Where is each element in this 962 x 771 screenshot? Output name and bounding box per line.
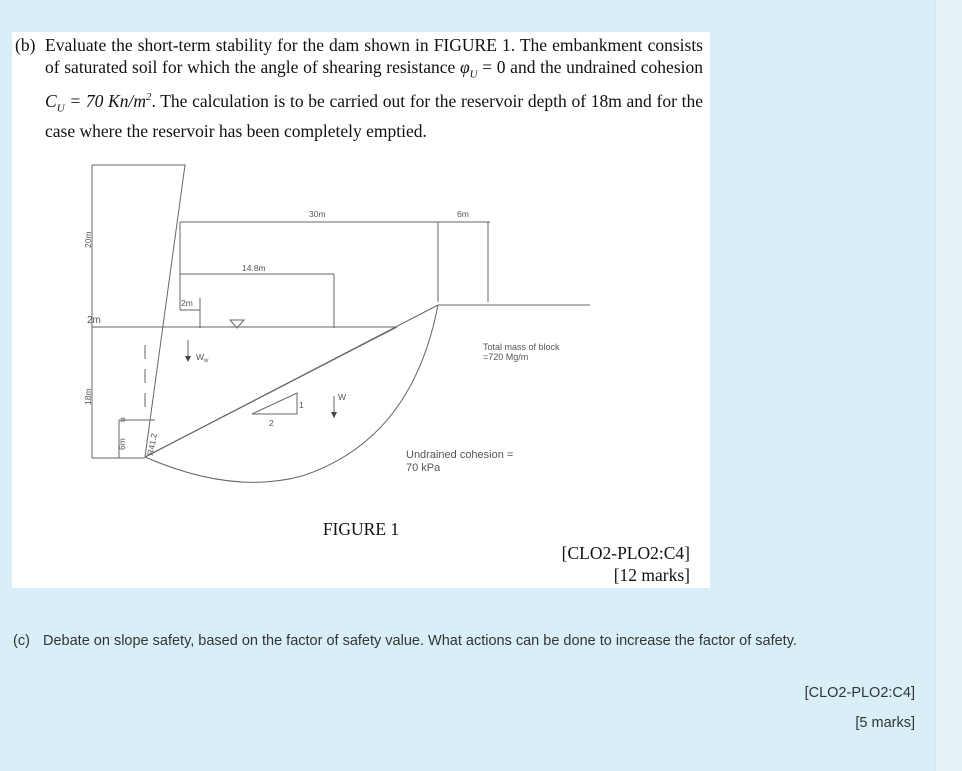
question-b-marks [562, 542, 690, 586]
question-c-clo: [CLO2-PLO2:C4] [804, 685, 915, 701]
question-c-marks-value: [5 marks] [855, 715, 915, 731]
dim-18m-label: 18m [83, 388, 93, 405]
question-b-label: (b) [15, 35, 36, 55]
radius-label: R41.2 [145, 432, 159, 457]
mass-label-line2: =720 Mg/m [483, 352, 529, 362]
dim-30m-label: 30m [309, 209, 326, 219]
question-c-marks [805, 678, 915, 738]
question-b [15, 34, 703, 142]
scrollbar-track[interactable] [935, 0, 962, 771]
question-b-panel [12, 32, 710, 588]
dim-14-8m-label: 14.8m [242, 263, 266, 273]
question-b-clo: [CLO2-PLO2:C4] [561, 543, 690, 563]
cohesion-label-line2: 70 kPa [406, 462, 441, 474]
dim-20m-label: 20m [83, 231, 93, 248]
question-b-marks-value: [12 marks] [613, 565, 690, 585]
figure-1-diagram [12, 150, 710, 520]
dim-u-label: u [117, 417, 127, 422]
figure-caption: FIGURE 1 [322, 519, 400, 539]
dim-6m-bottom-label: 6m [117, 438, 127, 450]
question-c-text: Debate on slope safety, based on the factor of safety value. What actions can be done to increase the factor of safety. [43, 633, 797, 649]
w-label: W [338, 392, 347, 402]
dim-6m-top-label: 6m [457, 209, 469, 219]
slope-2-label: 2 [269, 418, 274, 428]
question-c [13, 633, 797, 649]
cohesion-label-line1: Undrained cohesion = [406, 449, 514, 461]
dim-2m-left-label: 2m [87, 315, 101, 326]
ww-label: $W_w$ [196, 352, 209, 364]
slope-1-label: 1 [299, 400, 304, 410]
dim-2m-block-label: 2m [181, 298, 193, 308]
question-c-label: (c) [13, 633, 30, 649]
question-b-text: Evaluate the short-term stability for the dam shown in FIGURE 1. The embankment consists of saturated soil for which the angle of shearing resistance $\varphi_U = 0$ and the undrained cohesion $C_U = 70$ $Kn/m^2$. The calculation is to be carried out for the reservoir depth of 18m and for the case where the reservoir has been completely emptied. [45, 35, 703, 141]
mass-label-line1: Total mass of block [483, 342, 560, 352]
